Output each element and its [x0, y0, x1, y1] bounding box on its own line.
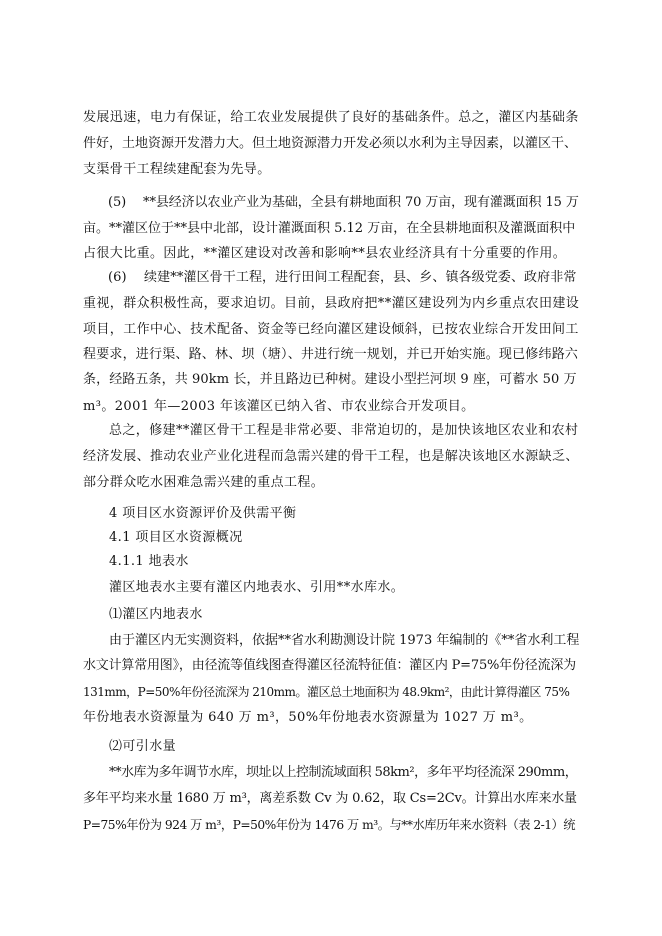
text-line: (5) **县经济以农业产业为基础，全县有耕地面积 70 万亩，现有灌溉面积 15 万 — [108, 195, 579, 210]
text-line: 程要求，进行渠、路、林、坝（塘）、井进行统一规划，并已开始实施。现已修纬路六 — [83, 347, 579, 362]
text-line: 灌区地表水主要有灌区内地表水、引用**水库水。 — [109, 580, 405, 595]
section-heading: 4 项目区水资源评价及供需平衡 — [109, 506, 297, 521]
text-line: 部分群众吃水困难急需兴建的重点工程。 — [83, 475, 325, 490]
text-line: 件好，土地资源开发潜力大。但土地资源潜力开发必须以水利为主导因素，以灌区干、 — [83, 136, 578, 151]
subsection-heading: ⑵可引水量 — [109, 739, 177, 754]
text-line: P=75%年份为 924 万 m³，P=50%年份为 1476 万 m³。与**水库历年来水资料（表 2-1）统 — [83, 818, 576, 832]
subsection-heading: ⑴灌区内地表水 — [109, 607, 203, 622]
text-line: 总之，修建**灌区骨干工程是非常必要、非常迫切的，是加快该地区农业和农村 — [109, 423, 579, 438]
text-line: 重视，群众积极性高，要求迫切。目前，县政府把**灌区建设列为内乡重点农田建设 — [83, 296, 580, 311]
text-line: 由于灌区内无实测资料，依据**省水利勘测设计院 1973 年编制的《**省水利工程 — [109, 633, 580, 648]
section-heading: 4.1.1 地表水 — [109, 554, 189, 569]
text-line: **水库为多年调节水库，坝址以上控制流域面积 58km²，多年平均径流深 290mm， — [109, 765, 578, 780]
text-line: 131mm，P=50%年份径流深为 210mm。灌区总土地面积为 48.9km²，由此计算得灌区 75% — [83, 685, 570, 699]
text-line: 水文计算常用图》，由径流等值线图查得灌区径流特征值：灌区内 P=75%年份径流深为 — [83, 658, 576, 673]
section-heading: 4.1 项目区水资源概况 — [109, 530, 243, 545]
text-line: 条，经路五条，共 90km 长，并且路边已种树。建设小型拦河坝 9 座，可蓄水 50 万 — [83, 372, 577, 387]
text-line: 占很大比重。因此，**灌区建设对改善和影响**县农业经济具有十分重要的作用。 — [83, 246, 567, 261]
text-line: 多年平均来水量 1680 万 m³，离差系数 Cv 为 0.62，取 Cs=2Cv。计算出水库来水量 — [83, 791, 577, 806]
text-line: 年份地表水资源量为 640 万 m³，50%年份地表水资源量为 1027 万 m³。 — [83, 710, 533, 725]
text-line: (6) 续建**灌区骨干工程，进行田间工程配套，县、乡、镇各级党委、政府非常 — [108, 270, 577, 285]
text-line: 支渠骨干工程续建配套为先导。 — [83, 162, 271, 177]
text-line: 项目，工作中心、技术配备、资金等已经向灌区建设倾斜，已按农业综合开发田间工 — [83, 322, 579, 337]
text-line: 经济发展、推动农业产业化进程而急需兴建的骨干工程，也是解决该地区水源缺乏、 — [83, 449, 579, 464]
text-line: m³。2001 年—2003 年该灌区已纳入省、市农业综合开发项目。 — [83, 399, 475, 414]
text-line: 亩。**灌区位于**县中北部，设计灌溉面积 5.12 万亩，在全县耕地面积及灌溉面积中 — [83, 221, 576, 236]
text-line: 发展迅速，电力有保证，给工农业发展提供了良好的基础条件。总之，灌区内基础条 — [83, 110, 579, 125]
